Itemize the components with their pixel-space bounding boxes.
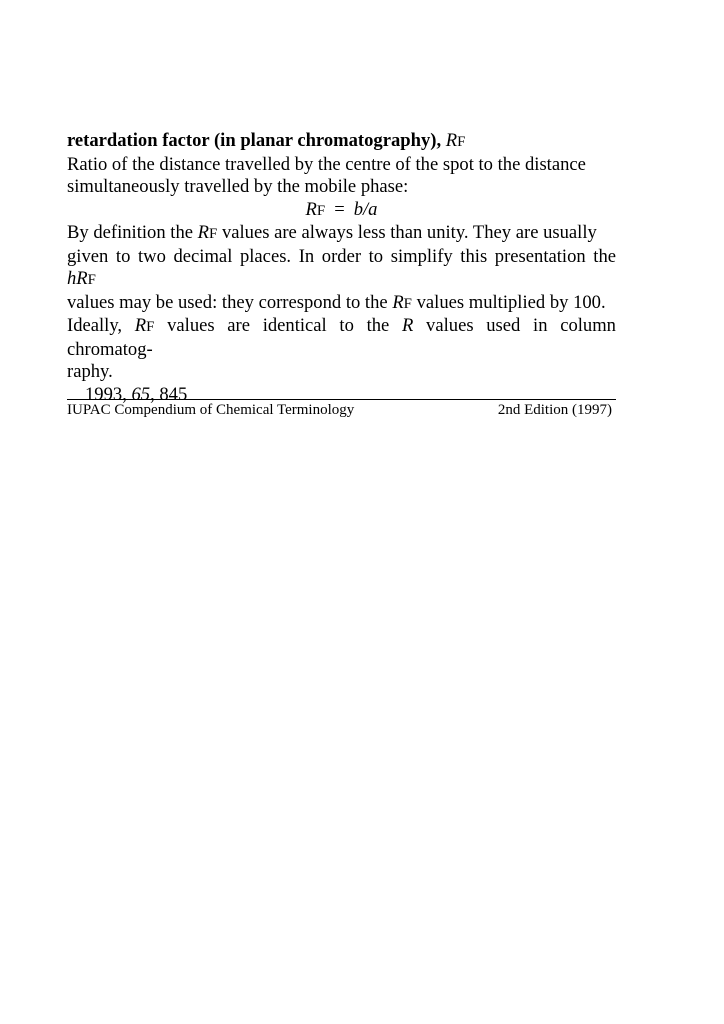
footer-rule	[67, 399, 616, 400]
note-symbol	[198, 222, 218, 243]
term-text: retardation factor (in planar chromatography),	[67, 130, 442, 151]
formula-lhs-main: R	[305, 198, 317, 220]
formula	[67, 199, 616, 223]
note-line-4	[67, 315, 616, 361]
note-text: Ideally,	[67, 315, 135, 336]
formula-rhs: b/a	[353, 198, 378, 220]
note-text: given to two decimal places. In order to simplify this presentation the	[67, 245, 616, 267]
note-symbol-sub: F	[403, 295, 412, 312]
note-symbol	[392, 292, 412, 313]
reference-volume: 65	[131, 383, 151, 405]
note-symbol: R	[402, 315, 414, 336]
definition-line-1: Ratio of the distance travelled by the centre of the spot to the distance	[67, 153, 586, 175]
note-text: By definition the	[67, 222, 198, 243]
formula-lhs-sub: F	[316, 202, 326, 219]
note-line-2	[67, 246, 616, 292]
note-symbol-sub: F	[209, 226, 218, 242]
term-symbol-sub: F	[457, 134, 466, 150]
note-symbol	[67, 268, 96, 289]
entry-term	[67, 130, 616, 154]
note-text: values are identical to the	[154, 315, 402, 336]
reference-page: , 845	[150, 383, 188, 405]
note-symbol-main: R	[392, 291, 404, 313]
note-text: values are always less than unity. They are usually	[217, 222, 597, 243]
note-line-5: raphy.	[67, 361, 113, 382]
page-footer	[67, 401, 616, 419]
note-symbol-main: hR	[67, 268, 88, 289]
formula-lhs	[306, 199, 326, 220]
definition-line-2: simultaneously travelled by the mobile phase:	[67, 176, 409, 197]
note-line-3	[67, 292, 616, 316]
note-line-1	[67, 222, 616, 246]
term-symbol-main: R	[445, 130, 458, 151]
note-text: values may be used: they correspond to the	[67, 291, 393, 313]
note-symbol	[135, 315, 155, 336]
note-symbol-main: R	[197, 222, 210, 243]
formula-operator: =	[334, 198, 345, 220]
term-symbol	[446, 130, 466, 151]
glossary-entry	[67, 130, 616, 406]
note-symbol-sub: F	[87, 272, 96, 288]
note-text: values multiplied by 100.	[411, 291, 606, 313]
footer-edition: 2nd Edition (1997)	[497, 402, 612, 418]
note-text: values used in column chromatog-	[67, 315, 616, 360]
footer-title: IUPAC Compendium of Chemical Terminology	[67, 402, 355, 418]
reference-year: 1993,	[85, 383, 132, 405]
note-symbol-sub: F	[146, 319, 155, 335]
note-symbol-main: R	[134, 315, 147, 336]
